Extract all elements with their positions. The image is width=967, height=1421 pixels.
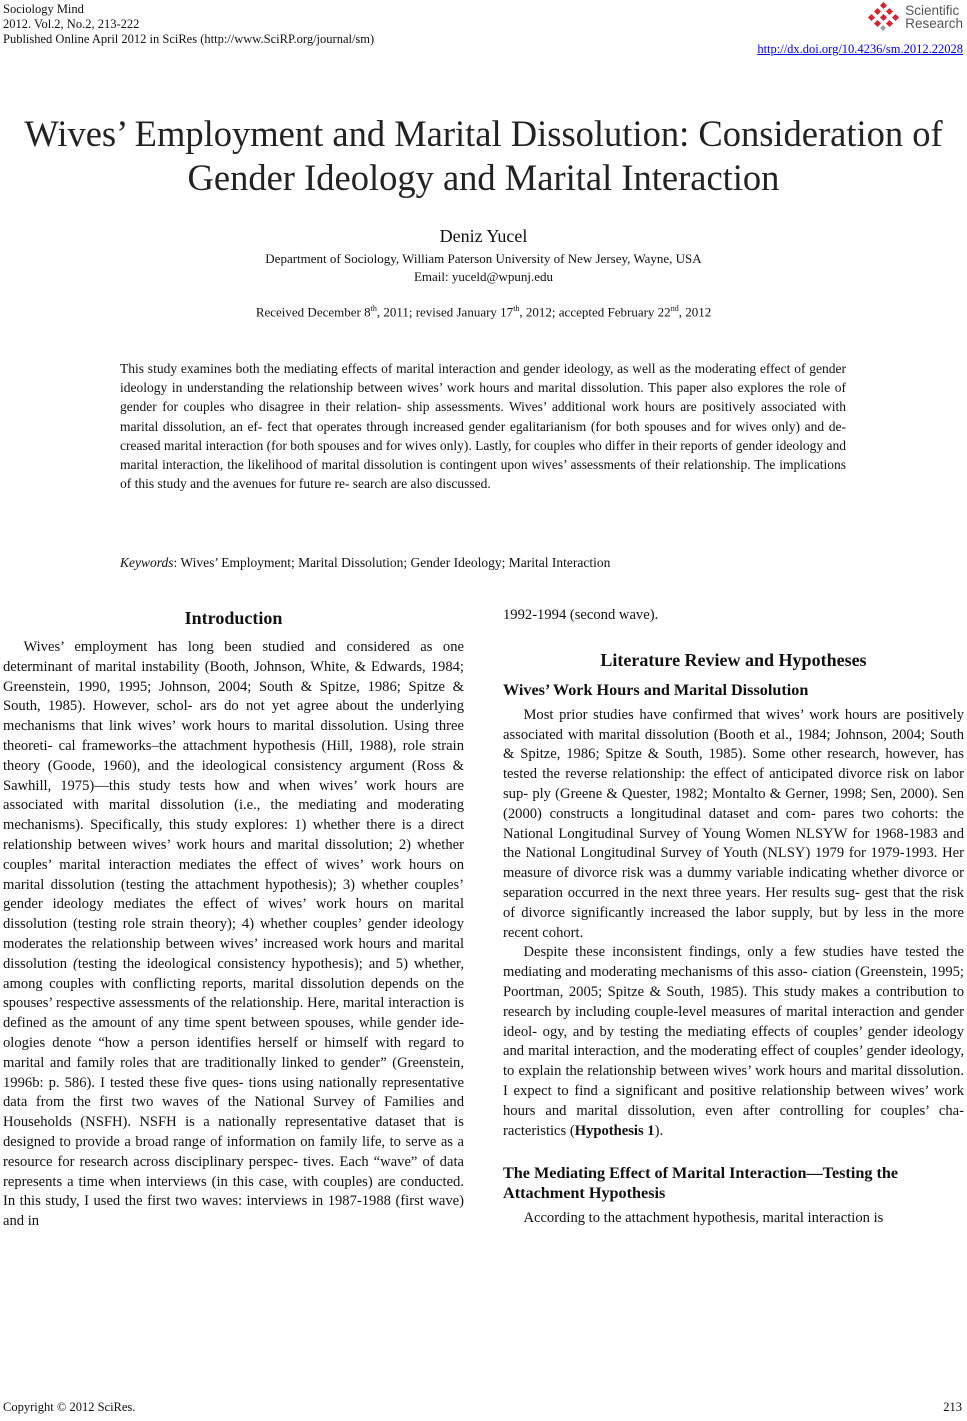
introduction-heading: Introduction (184, 608, 283, 628)
received-sup: th (370, 304, 377, 313)
journal-header (3, 2, 374, 47)
literature-review-heading: Literature Review and Hypotheses (600, 649, 867, 670)
revised-sup: th (513, 304, 520, 313)
journal-volume: 2012. Vol.2, No.2, 213-222 (3, 17, 140, 31)
affiliation: Department of Sociology, William Paterson University of New Jersey, Wayne, USA (265, 251, 702, 266)
left-column (3, 606, 464, 1232)
title-line-1: Wives’ Employment and Marital Dissolution: Consideration of (24, 113, 943, 154)
introduction-continued: 1992-1994 (second wave). (503, 607, 659, 623)
accepted-sup: nd (670, 304, 679, 313)
publisher-header (757, 0, 963, 57)
right-column (503, 606, 964, 1229)
keywords (120, 555, 846, 571)
author-email: Email: yuceld@wpunj.edu (413, 269, 554, 284)
keywords-list: : Wives’ Employment; Marital Dissolution; Gender Ideology; Marital Interaction (173, 555, 611, 570)
accepted-text: , 2012; accepted February 22 (519, 304, 671, 320)
received-dates (0, 304, 967, 320)
accepted-year: , 2012 (678, 304, 712, 320)
page-number: 213 (943, 1400, 962, 1414)
logo-line-1: Scientific (905, 3, 960, 18)
affiliation-block (0, 250, 967, 286)
logo-line-2: Research (905, 16, 963, 31)
scirp-diamond-logo-icon (865, 2, 901, 32)
subsection-attachment-hypothesis: The Mediating Effect of Marital Interaction—Testing the Attachment Hypothesis (503, 1164, 899, 1203)
copyright: Copyright © 2012 SciRes. (3, 1400, 136, 1414)
literature-paragraph-1: Most prior studies have confirmed that wives’ work hours are positively associated with marital dissolution (Booth et al., 1984; Johnson, 2004; South & Spitze, 1986; Spitze & South, 1985). Some other research, however, has tested the reverse relationship: the effect of anticipated divorce risk on labor sup- ply (Greene & Quester, 1982; Montalto & Gerner, 1998; Sen, 2000). Sen (2000) constructs a longitudinal dataset and com- pares two cohorts: the National Longitudinal Survey of Young Women NLSYW for 1968-1983 and the National Longitudinal Survey of Youth (NLSY) 1979 for 1979-1993. Her measure of divorce risk was a dummy variable indicating whether divorce or separation occurred in the next three years. Her results sug- gest that the risk of divorce significantly increased the labor supply, but by less in the more recent cohort. (503, 706, 964, 941)
literature-paragraph-2: Despite these inconsistent findings, only a few studies have tested the mediating and moderating mechanisms of this asso- ciation (Greenstein, 1995; Poortman, 2005; Spitze & South, 1985). This study makes a contribution to research by including couple-level measures of marital interaction and gender ideol- ogy, and by testing the mediating effects of couples’ gender ideology and marital interaction, and the moderating effect of couples’ gender ideology, to explain the relationship between wives’ work hours and marital dissolution. I expect to find a significant and positive relationship between wives’ work hours and marital dissolution, even after controlling for couples’ cha- racteristics (Hypothesis 1). (503, 944, 964, 1139)
received-text: Received December 8 (255, 304, 371, 320)
title-line-2: Gender Ideology and Marital Interaction (187, 157, 780, 198)
literature-paragraph-3: According to the attachment hypothesis, marital interaction is (523, 1210, 884, 1227)
subsection-work-hours: Wives’ Work Hours and Marital Dissolution (503, 680, 809, 699)
publication-info: Published Online April 2012 in SciRes (http://www.SciRP.org/journal/sm) (3, 32, 375, 46)
paper-title (0, 112, 967, 200)
revised-text: , 2011; revised January 17 (376, 304, 514, 320)
publisher-logo (757, 0, 963, 34)
introduction-paragraph: Wives’ employment has long been studied and considered as one determinant of marital instability (Booth, Johnson, White, & Edwards, 1984; Greenstein, 1990, 1995; Johnson, 2004; South & Spitze, 1986; Spitze & South, 1985). However, schol- ars do not yet agree about the underlying mechanisms that link wives’ work hours to marital dissolution. Using three theoreti- cal frameworks–the attachment hypothesis (Hill, 1988), role strain theory (Goode, 1960), and the ideological consistency argument (Ross & Sawhill, 1975)—this study tests how and when wives’ work hours are associated with marital dissolution (i.e., the mediating and moderating mechanisms). Specifically, this study explores: 1) whether there is a direct relationship between wives’ work hours and marital dissolution; 2) whether couples’ marital interaction mediates the effect of wives’ work hours on marital dissolution (testing the attachment hypothesis); 3) whether couples’ gender ideology mediates the effect of wives’ work hours on marital dissolution (testing role strain theory); 4) whether couples’ gender ideology moderates the relationship between wives’ increased work hours and marital dissolution (testing the ideological consistency hypothesis); and 5) whether, among couples with conflicting reports, marital dissolution depends on the spouses’ respective assessments of the relationship. Here, marital interaction is defined as the amount of any time spent between spouses, while gender ide- ologies denote “how a person identifies herself or himself with regard to marital and family roles that are traditionally linked to gender” (Greenstein, 1996b: p. 586). I tested these five ques- tions using nationally representative data from the first two waves of the National Survey of Families and Households (NSFH). NSFH is a nationally representative dataset that is designed to provide a broad range of information on family life, to serve as a resource for research across disciplinary perspec- tives. Each “wave” of data represents a time when interviews (in this case, with couples) are conducted. In this study, I used the first two waves: interviews in 1987-1988 (first wave) and in (3, 639, 464, 1230)
journal-name: Sociology Mind (3, 2, 84, 16)
abstract: This study examines both the mediating effects of marital interaction and gender ideology, as well as the moderating effect of gender ideology in understanding the relationship between wives’ work hours and marital dissolution. This paper also explores the role of gender for couples who disagree in their relation- ship assessments. Wives’ additional work hours are positively associated with marital dissolution, an ef- fect that operates through increased gender egalitarianism (for both spouses and for wives only) and de- creased marital interaction (for both spouses and for wives only). Lastly, for couples who differ in their reports of gender ideology and marital interaction, the likelihood of marital dissolution is contingent upon wives’ assessments of their relationship. The implications of this study and the avenues for future re- search are also discussed. (120, 361, 846, 492)
author-name: Deniz Yucel (439, 226, 528, 246)
doi-link[interactable]: http://dx.doi.org/10.4236/sm.2012.22028 (757, 42, 963, 56)
keywords-label: Keywords (120, 555, 174, 570)
